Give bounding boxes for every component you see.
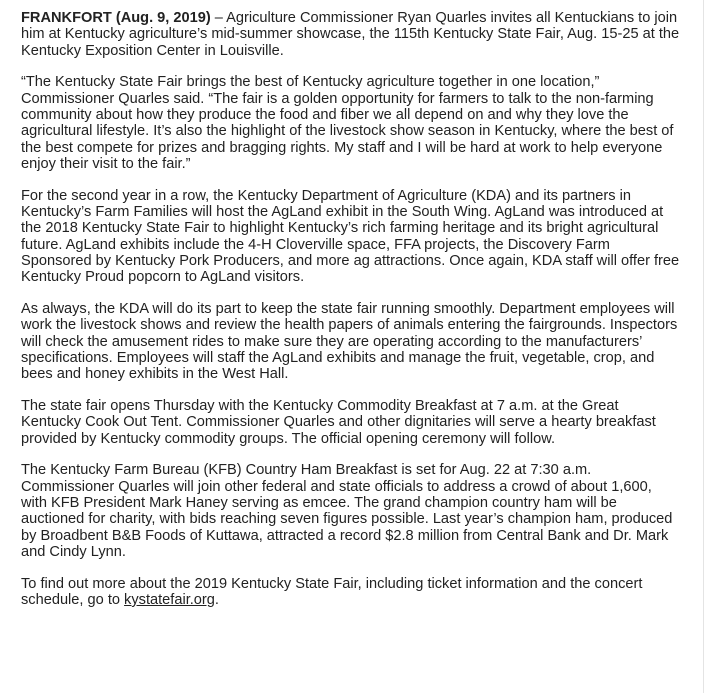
lead-text: – Agriculture Commissioner Ryan Quarles invites all Kentuckians to join him at Kentucky agriculture’s mid-summer showcase, the 115th Kentucky State Fair, Aug. 15-25 at the Kentucky Exposition Center in Louisville. xyxy=(21,10,680,59)
body-paragraph-agland: For the second year in a row, the Kentucky Department of Agriculture (KDA) and its partners in Kentucky’s Farm Families will host the AgLand exhibit in the South Wing. AgLand was introduced at the 2018 Kentucky State Fair to highlight Kentucky’s rich farming heritage and its bright agricultural future. AgLand exhibits include the 4-H Cloverville space, FFA projects, the Discovery Farm Sponsored by Kentucky Pork Producers, and more ag attractions. Once again, KDA staff will offer free Kentucky Proud popcorn to AgLand visitors. xyxy=(21,187,680,286)
body-paragraph-ham-breakfast: The Kentucky Farm Bureau (KFB) Country Ham Breakfast is set for Aug. 22 at 7:30 a.m. Commissioner Quarles will join other federal and state officials to address a crowd of about 1,600, with KFB President Mark Haney serving as emcee. The grand champion country ham will be auctioned for charity, with bids reaching seven figures possible. Last year’s champion ham, produced by Broadbent B&B Foods of Kuttawa, attracted a record $2.8 million from Central Bank and Dr. Mark and Cindy Lynn. xyxy=(21,462,673,560)
closing-paragraph xyxy=(21,576,681,609)
closing-text: To find out more about the 2019 Kentucky State Fair, including ticket information and the concert schedule, go to xyxy=(21,575,643,608)
press-release-article xyxy=(21,10,681,624)
body-paragraph-kda-role: As always, the KDA will do its part to keep the state fair running smoothly. Department employees will work the livestock shows and review the health papers of animals entering the fairgrounds. Inspectors will check the amusement rides to make sure they are operating according to the manufacturers’ specifications. Employees will staff the AgLand exhibits and manage the fruit, vegetable, crop, and bees and honey exhibits in the West Hall. xyxy=(21,300,678,383)
closing-period: . xyxy=(214,591,219,608)
body-paragraph-quote: “The Kentucky State Fair brings the best of Kentucky agriculture together in one location,” Commissioner Quarles said. “The fair is a golden opportunity for farmers to talk to the non-farming community about how they produce the food and fiber we all depend on and why they love the agricultural lifestyle. It’s also the highlight of the livestock show season in Kentucky, where the best of the best compete for prizes and bragging rights. My staff and I will be hard at work to help everyone enjoy their visit to the fair.” xyxy=(21,74,674,172)
body-paragraph-opening: The state fair opens Thursday with the Kentucky Commodity Breakfast at 7 a.m. at the Great Kentucky Cook Out Tent. Commissioner Quarles and other dignitaries will serve a hearty breakfast provided by Kentucky commodity groups. The official opening ceremony will follow. xyxy=(21,397,656,447)
kystatefair-link[interactable]: kystatefair.org xyxy=(124,591,215,608)
dateline: FRANKFORT (Aug. 9, 2019) xyxy=(21,10,211,26)
lead-paragraph xyxy=(21,10,681,59)
